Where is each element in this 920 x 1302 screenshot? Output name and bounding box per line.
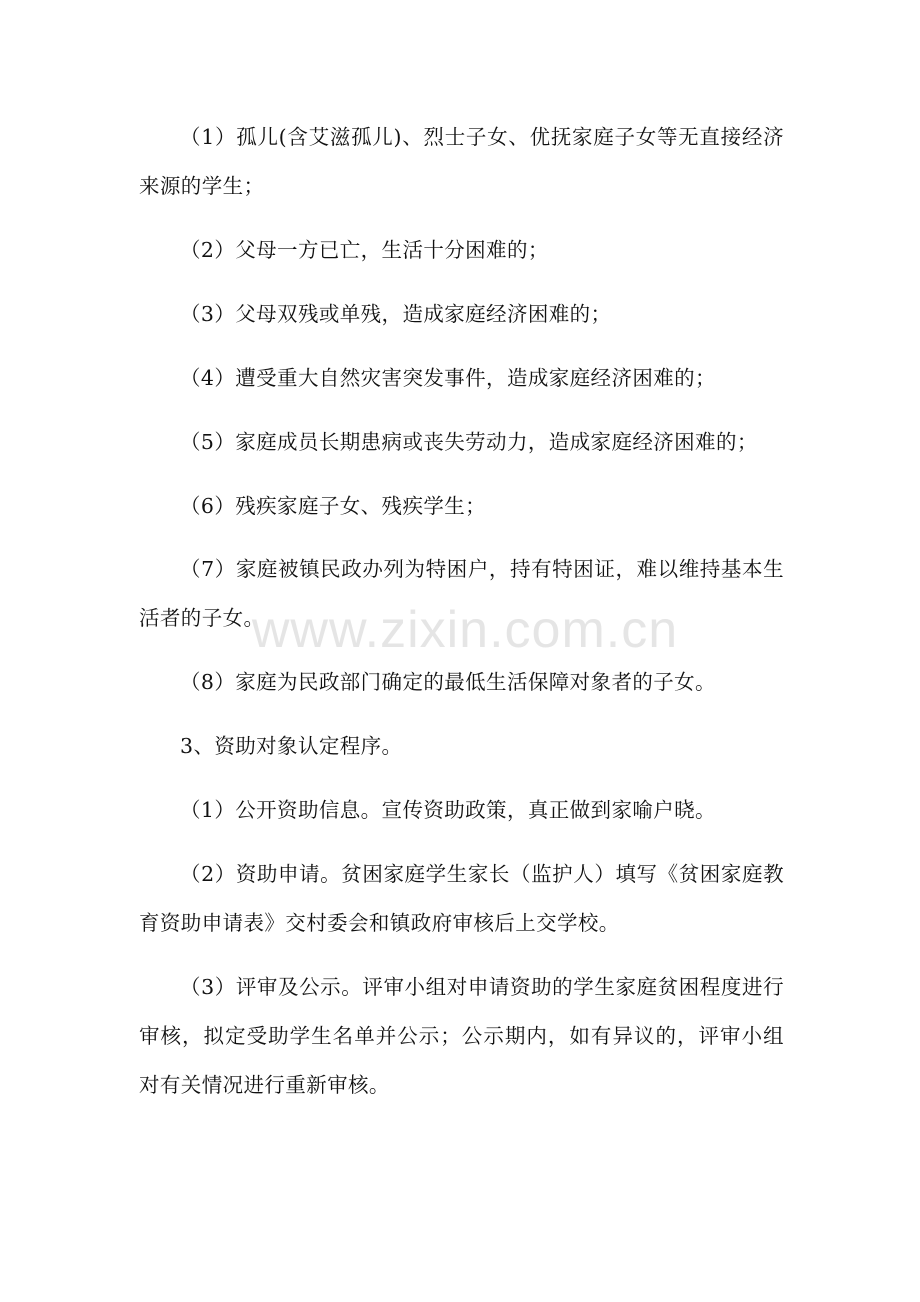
paragraph-eligibility-7: （7）家庭被镇民政办列为特困户，持有特困证，难以维持基本生活者的子女。 — [139, 557, 784, 630]
paragraph-eligibility-8: （8）家庭为民政部门确定的最低生活保障对象者的子女。 — [180, 670, 716, 694]
paragraph-eligibility-6: （6）残疾家庭子女、残疾学生； — [180, 494, 487, 518]
paragraph-procedure-1: （1）公开资助信息。宣传资助政策，真正做到家喻户晓。 — [180, 798, 716, 822]
paragraph-procedure-2: （2）资助申请。贫困家庭学生家长（监护人）填写《贫困家庭教育资助申请表》交村委会和镇政府审核后上交学校。 — [139, 862, 784, 935]
section-heading-procedure: 3、资助对象认定程序。 — [180, 734, 403, 758]
watermark: www.zixin.com.cn — [251, 601, 679, 659]
paragraph-eligibility-4: （4）遭受重大自然灾害突发事件，造成家庭经济困难的； — [180, 366, 716, 390]
paragraph-procedure-3: （3）评审及公示。评审小组对申请资助的学生家庭贫困程度进行审核，拟定受助学生名单并公示；公示期内，如有异议的，评审小组对有关情况进行重新审核。 — [139, 975, 784, 1097]
paragraph-eligibility-1: （1）孤儿(含艾滋孤儿)、烈士子女、优抚家庭子女等无直接经济来源的学生； — [139, 125, 784, 198]
paragraph-eligibility-3: （3）父母双残或单残，造成家庭经济困难的； — [180, 302, 612, 326]
paragraph-eligibility-5: （5）家庭成员长期患病或丧失劳动力，造成家庭经济困难的； — [180, 430, 758, 454]
paragraph-eligibility-2: （2）父母一方已亡，生活十分困难的； — [180, 238, 549, 262]
